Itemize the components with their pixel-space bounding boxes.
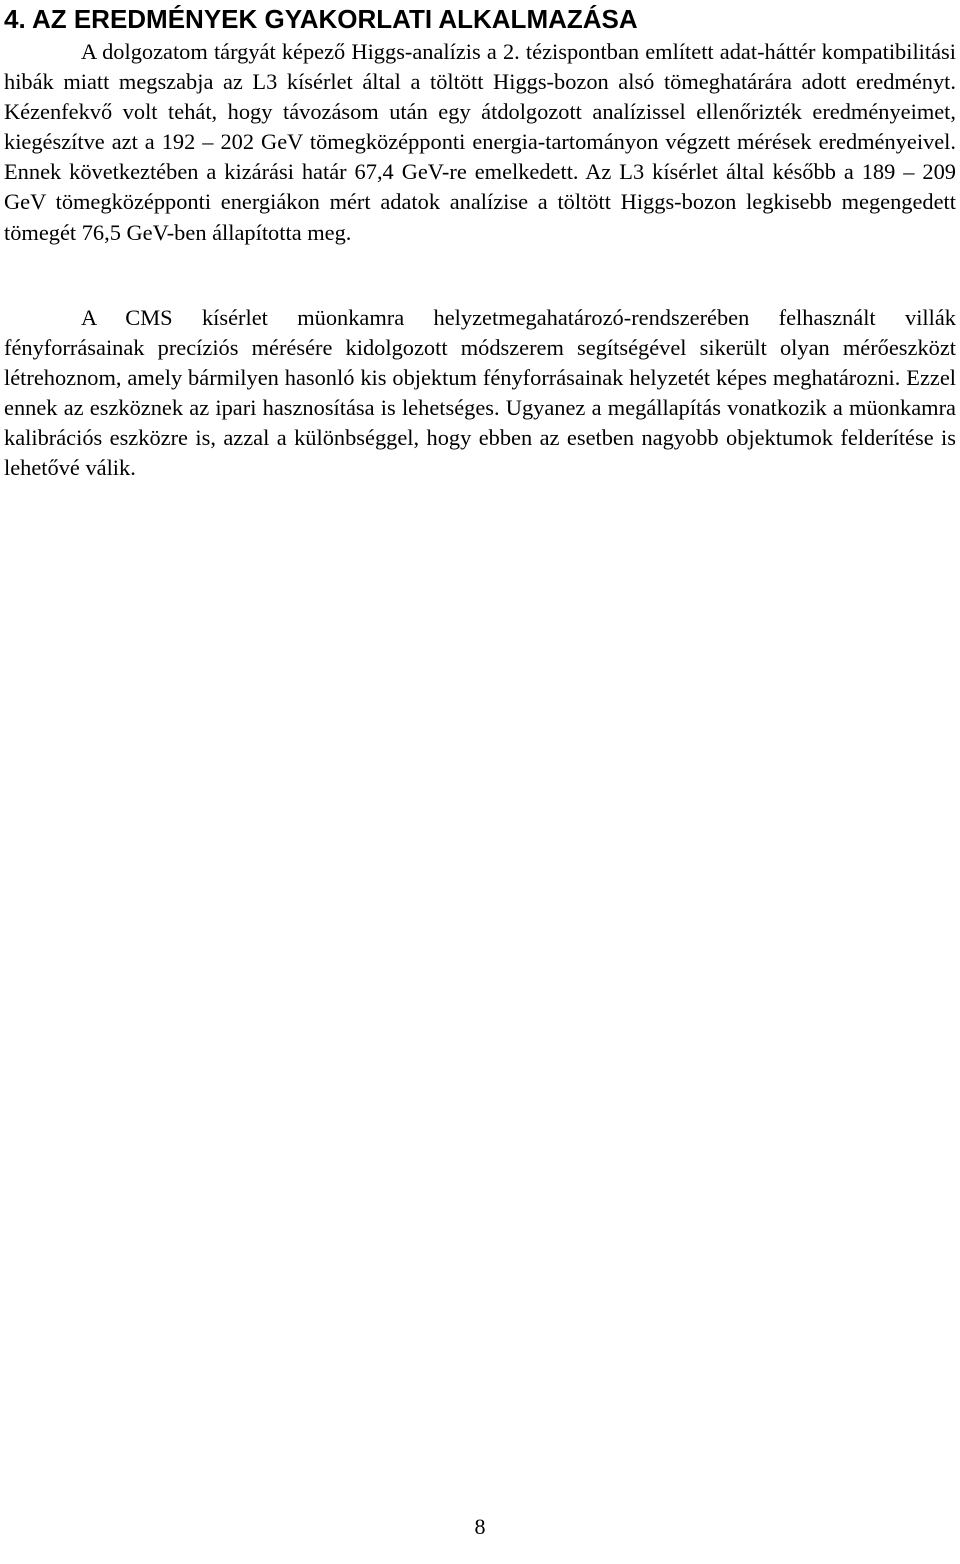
section-heading: 4. AZ EREDMÉNYEK GYAKORLATI ALKALMAZÁSA <box>4 4 638 34</box>
paragraph-higgs-analysis: A dolgozatom tárgyát képező Higgs-analízis a 2. tézispontban említett adat-háttér kompatibilitási hibák miatt megszabja az L3 kísérlet által a töltött Higgs-bozon alsó tömeghatárára adott eredményt. Kézenfekvő volt tehát, hogy távozásom után egy átdolgozott analízissel ellenőrizték eredményeimet, kiegészítve azt a 192 – 202 GeV tömegközépponti energia-tartományon végzett mérések eredményeivel. Ennek következtében a kizárási határ 67,4 GeV-re emelkedett. Az L3 kísérlet által később a 189 – 209 GeV tömegközépponti energiákon mért adatok analízise a töltött Higgs-bozon legkisebb megengedett tömegét 76,5 GeV-ben állapította meg. <box>4 39 956 245</box>
page-number: 8 <box>474 1514 486 1539</box>
paragraph-cms-muon-chamber: A CMS kísérlet müonkamra helyzetmegahatározó-rendszerében felhasznált villák fényforrásainak precíziós mérésére kidolgozott módszerem segítségével sikerült olyan mérőeszközt létrehoznom, amely bármilyen hasonló kis objektum fényforrásainak helyzetét képes meghatározni. Ezzel ennek az eszköznek az ipari hasznosítása is lehetséges. Ugyanez a megállapítás vonatkozik a müonkamra kalibrációs eszközre is, azzal a különbséggel, hogy ebben az esetben nagyobb objektumok felderítése is lehetővé válik. <box>4 305 956 481</box>
